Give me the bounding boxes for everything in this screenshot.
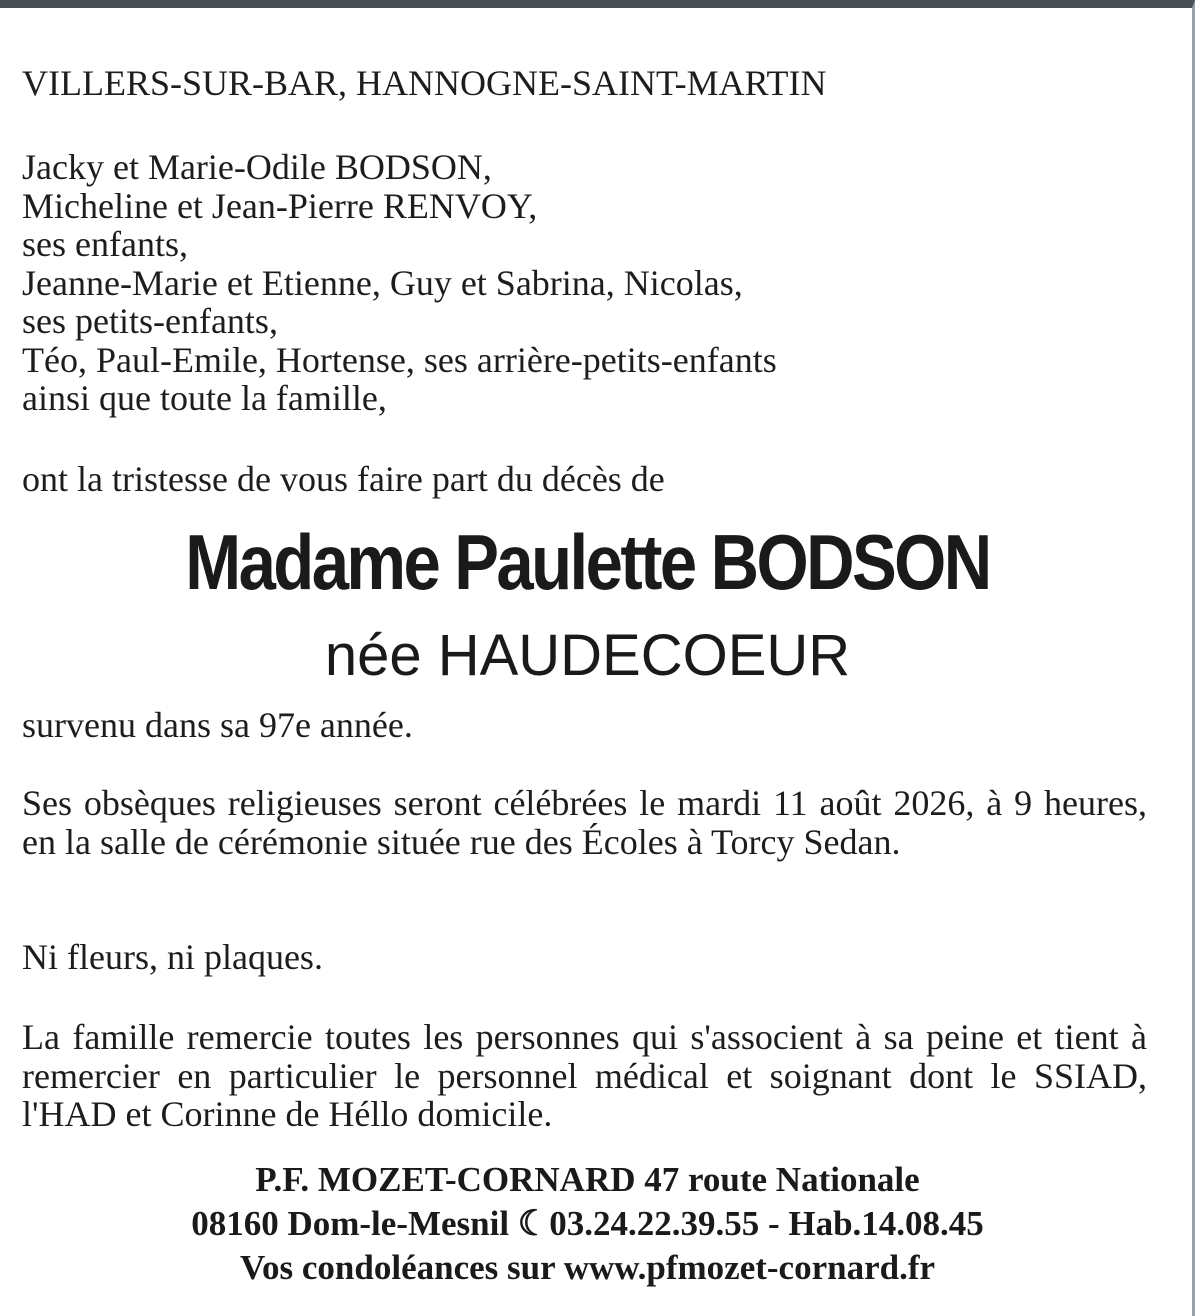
announcement-text: ont la tristesse de vous faire part du décès de bbox=[22, 459, 665, 499]
family-line-1: Jacky et Marie-Odile BODSON, bbox=[22, 147, 492, 187]
family-line-6: Téo, Paul-Emile, Hortense, ses arrière-petits-enfants bbox=[22, 339, 777, 380]
age-line: survenu dans sa 97e année. bbox=[22, 705, 413, 745]
family-line-7: ainsi que toute la famille, bbox=[22, 378, 387, 418]
family-line-5: ses petits-enfants, bbox=[22, 301, 278, 341]
family-line-2: Micheline et Jean-Pierre RENVOY, bbox=[22, 185, 538, 226]
funeral-details: Ses obsèques religieuses seront célébrées le mardi 11 août 2026, à 9 heures, en la salle de cérémonie située rue des Écoles à Torcy Sedan. bbox=[22, 783, 1147, 862]
funeral-home-block bbox=[0, 1158, 1175, 1290]
phone-icon: ☾ bbox=[517, 1204, 550, 1243]
phone-numbers: 03.24.22.39.55 - Hab.14.08.45 bbox=[549, 1204, 984, 1243]
deceased-name: Madame Paulette BODSON bbox=[185, 518, 990, 606]
thanks-paragraph: La famille remercie toutes les personnes qui s'associent à sa peine et tient à remercier en particulier le personnel médical et soignant dont le SSIAD, l'HAD et Corinne de Héllo domicile. bbox=[22, 1017, 1147, 1134]
funeral-home-contact bbox=[0, 1202, 1175, 1246]
flowers-note: Ni fleurs, ni plaques. bbox=[22, 937, 323, 977]
funeral-home-address: P.F. MOZET-CORNARD 47 route Nationale bbox=[255, 1160, 920, 1199]
family-line-3: ses enfants, bbox=[22, 224, 188, 264]
condolences-website: Vos condoléances sur www.pfmozet-cornard.fr bbox=[239, 1248, 936, 1287]
maiden-name: née HAUDECOEUR bbox=[324, 623, 851, 688]
locations-heading: VILLERS-SUR-BAR, HANNOGNE-SAINT-MARTIN bbox=[22, 63, 827, 103]
city-text: 08160 Dom-le-Mesnil bbox=[191, 1204, 518, 1243]
family-line-4: Jeanne-Marie et Etienne, Guy et Sabrina, Nicolas, bbox=[22, 262, 743, 303]
